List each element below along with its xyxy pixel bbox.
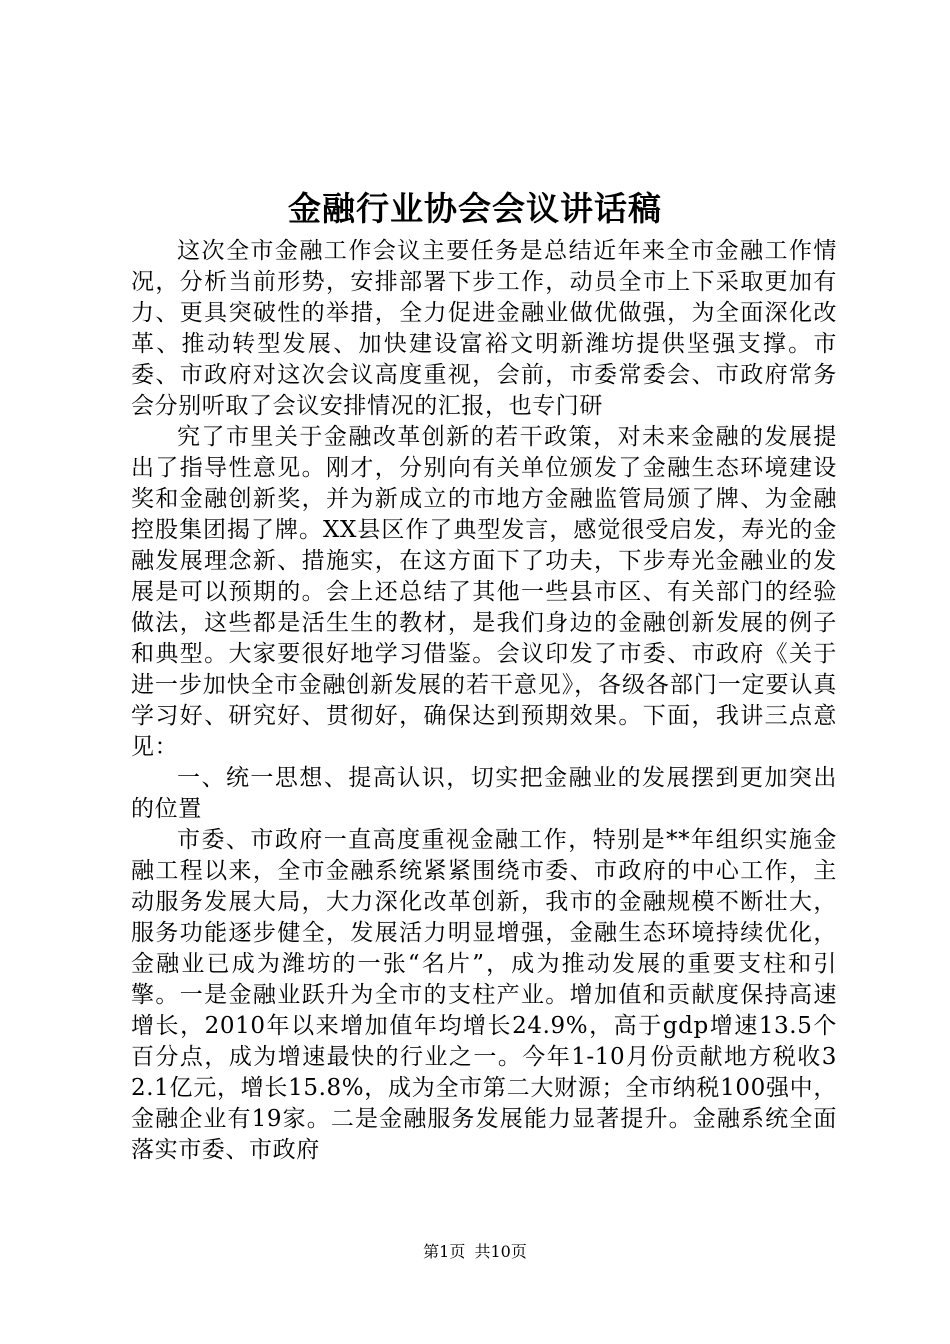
page-total: 共10页: [474, 1242, 527, 1261]
document-body: [131, 236, 837, 1166]
page-number: 第1页: [423, 1242, 466, 1261]
paragraph: 这次全市金融工作会议主要任务是总结近年来全市金融工作情况，分析当前形势，安排部署下步工作，动员全市上下采取更加有力、更具突破性的举措，全力促进金融业做优做强，为全面深化改革、推动转型发展、加快建设富裕文明新潍坊提供坚强支撑。市委、市政府对这次会议高度重视，会前，市委常委会、市政府常务会分别听取了会议安排情况的汇报，也专门研: [131, 238, 837, 419]
section-heading: 一、统一思想、提高认识，切实把金融业的发展摆到更加突出的位置: [131, 765, 837, 822]
document-title: 金融行业协会会议讲话稿: [288, 189, 662, 228]
page-footer: [0, 1240, 950, 1264]
paragraph: 市委、市政府一直高度重视金融工作，特别是**年组织实施金融工程以来，全市金融系统紧紧围绕市委、市政府的中心工作，主动服务发展大局，大力深化改革创新，我市的金融规模不断壮大，服务功能逐步健全，发展活力明显增强，金融生态环境持续优化，金融业已成为潍坊的一张“名片”，成为推动发展的重要支柱和引擎。一是金融业跃升为全市的支柱产业。增加值和贡献度保持高速增长，2010年以来增加值年均增长24.9%，高于gdp增速13.5个百分点，成为增速最快的行业之一。今年1-10月份贡献地方税收32.1亿元，增长15.8%，成为全市第二大财源；全市纳税100强中，金融企业有19家。二是金融服务发展能力显著提升。金融系统全面落实市委、市政府: [131, 827, 837, 1163]
paragraph: 究了市里关于金融改革创新的若干政策，对未来金融的发展提出了指导性意见。刚才，分别向有关单位颁发了金融生态环境建设奖和金融创新奖，并为新成立的市地方金融监管局颁了牌、为金融控股集团揭了牌。XX县区作了典型发言，感觉很受启发，寿光的金融发展理念新、措施实，在这方面下了功夫，下步寿光金融业的发展是可以预期的。会上还总结了其他一些县市区、有关部门的经验做法，这些都是活生生的教材，是我们身边的金融创新发展的例子和典型。大家要很好地学习借鉴。会议印发了市委、市政府《关于进一步加快全市金融创新发展的若干意见》，各级各部门一定要认真学习好、研究好、贯彻好，确保达到预期效果。下面，我讲三点意见：: [131, 424, 837, 760]
